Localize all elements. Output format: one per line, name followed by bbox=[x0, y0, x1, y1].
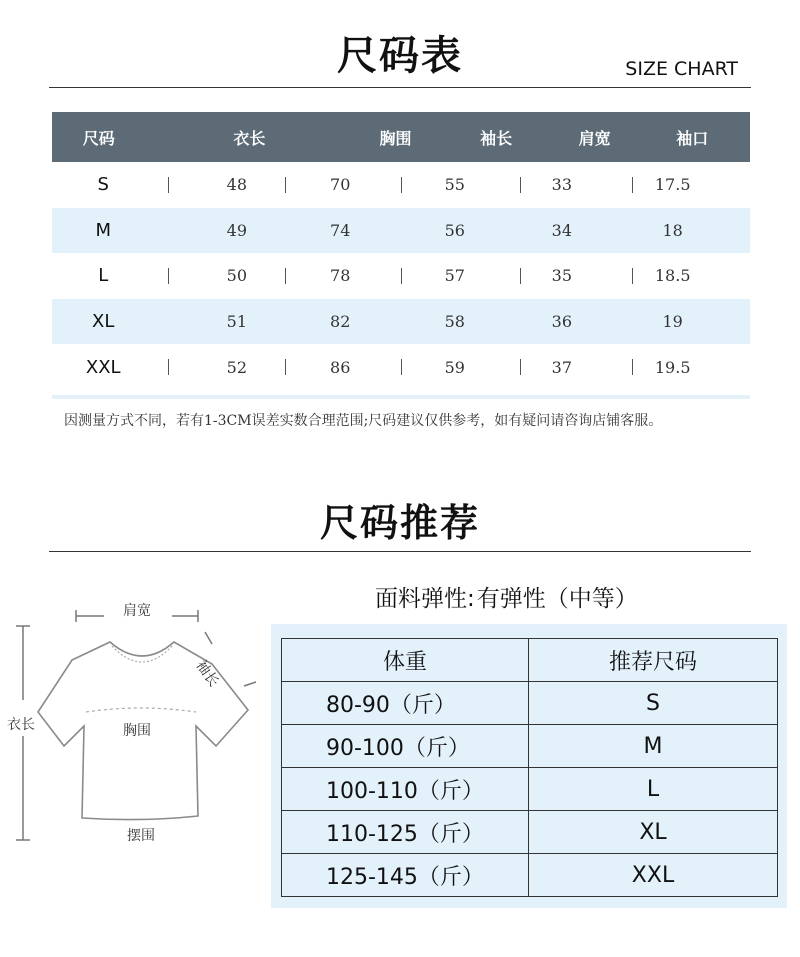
size-cell: M bbox=[529, 725, 778, 768]
value-cell: 33 bbox=[551, 175, 573, 195]
value-cell: 19.5 bbox=[654, 357, 691, 377]
section-divider bbox=[49, 551, 751, 552]
weight-cell: 90-100（斤） bbox=[282, 725, 529, 768]
weight-cell: 110-125（斤） bbox=[282, 811, 529, 854]
measurement-note: 因测量方式不同，若有1-3CM误差实数合理范围;尺码建议仅供参考，如有疑问请咨询店铺客服。 bbox=[64, 413, 663, 429]
table-row bbox=[52, 253, 750, 299]
header-cell: 衣长 bbox=[233, 128, 266, 148]
value-cell: 70 bbox=[330, 175, 351, 195]
column-separator bbox=[285, 268, 286, 284]
value-cell: 19 bbox=[662, 312, 683, 332]
column-separator bbox=[401, 177, 402, 193]
table-row bbox=[52, 344, 750, 390]
value-cell: 34 bbox=[551, 220, 573, 240]
recommendation-panel bbox=[271, 624, 787, 908]
weight-cell: 80-90（斤） bbox=[282, 682, 529, 725]
value-cell: 55 bbox=[444, 175, 465, 195]
table-header-row bbox=[282, 639, 778, 682]
table-row bbox=[282, 811, 778, 854]
page-title: 尺码表 bbox=[337, 33, 463, 79]
column-separator bbox=[520, 177, 521, 193]
size-cell: XL bbox=[92, 311, 115, 333]
header-cell: 肩宽 bbox=[578, 128, 611, 148]
value-cell: 35 bbox=[551, 266, 573, 286]
value-cell: 59 bbox=[444, 357, 465, 377]
table-row bbox=[52, 162, 750, 208]
table-row bbox=[282, 768, 778, 811]
value-cell: 58 bbox=[444, 312, 465, 332]
column-separator bbox=[520, 268, 521, 284]
value-cell: 82 bbox=[330, 312, 351, 332]
value-cell: 18.5 bbox=[654, 266, 691, 286]
elasticity-value: 有弹性（中等） bbox=[476, 586, 638, 612]
table-row bbox=[52, 208, 750, 254]
header-cell: 胸围 bbox=[379, 128, 412, 148]
table-header-row bbox=[52, 112, 750, 162]
header-cell: 袖口 bbox=[676, 128, 709, 148]
column-separator bbox=[520, 359, 521, 375]
table-row bbox=[282, 725, 778, 768]
shoulder-label: 肩宽 bbox=[123, 603, 151, 619]
table-bottom-band bbox=[52, 395, 750, 399]
header-cell: 体重 bbox=[282, 639, 529, 682]
column-separator bbox=[632, 359, 633, 375]
header-cell: 袖长 bbox=[480, 128, 513, 148]
value-cell: 37 bbox=[551, 357, 573, 377]
value-cell: 18 bbox=[662, 220, 683, 240]
title-divider bbox=[49, 87, 751, 88]
elasticity-label: 面料弹性: bbox=[375, 586, 475, 612]
column-separator bbox=[285, 177, 286, 193]
column-separator bbox=[632, 268, 633, 284]
column-separator bbox=[168, 268, 169, 284]
section-title: 尺码推荐 bbox=[319, 501, 480, 545]
size-chart-table bbox=[52, 112, 750, 390]
value-cell: 49 bbox=[226, 220, 248, 240]
value-cell: 52 bbox=[226, 357, 248, 377]
header-cell: 推荐尺码 bbox=[529, 639, 778, 682]
size-cell: M bbox=[95, 219, 111, 241]
table-row bbox=[282, 682, 778, 725]
value-cell: 86 bbox=[330, 357, 351, 377]
value-cell: 50 bbox=[226, 266, 248, 286]
value-cell: 74 bbox=[330, 220, 351, 240]
header-cell: 尺码 bbox=[82, 128, 115, 148]
column-separator bbox=[632, 177, 633, 193]
shirt-measurement-diagram bbox=[0, 590, 270, 850]
sleeve-label: 袖长 bbox=[192, 657, 222, 690]
value-cell: 51 bbox=[226, 312, 248, 332]
size-cell: S bbox=[529, 682, 778, 725]
size-cell: L bbox=[529, 768, 778, 811]
fabric-elasticity bbox=[375, 580, 638, 613]
value-cell: 36 bbox=[551, 312, 573, 332]
value-cell: 57 bbox=[444, 266, 465, 286]
size-cell: L bbox=[98, 265, 109, 287]
size-cell: XXL bbox=[85, 356, 121, 378]
column-separator bbox=[285, 359, 286, 375]
chest-label: 胸围 bbox=[123, 723, 151, 739]
value-cell: 48 bbox=[226, 175, 248, 195]
column-separator bbox=[401, 359, 402, 375]
weight-cell: 125-145（斤） bbox=[282, 854, 529, 897]
value-cell: 56 bbox=[444, 220, 465, 240]
column-separator bbox=[401, 268, 402, 284]
recommendation-table bbox=[281, 638, 778, 897]
value-cell: 78 bbox=[330, 266, 351, 286]
table-row bbox=[282, 854, 778, 897]
size-cell: S bbox=[97, 174, 109, 196]
table-row bbox=[52, 299, 750, 345]
page-subtitle: SIZE CHART bbox=[625, 58, 738, 80]
column-separator bbox=[168, 359, 169, 375]
weight-cell: 100-110（斤） bbox=[282, 768, 529, 811]
size-cell: XL bbox=[529, 811, 778, 854]
length-label: 衣长 bbox=[7, 717, 35, 733]
size-cell: XXL bbox=[529, 854, 778, 897]
value-cell: 17.5 bbox=[654, 175, 691, 195]
hem-label: 摆围 bbox=[127, 828, 155, 844]
column-separator bbox=[168, 177, 169, 193]
